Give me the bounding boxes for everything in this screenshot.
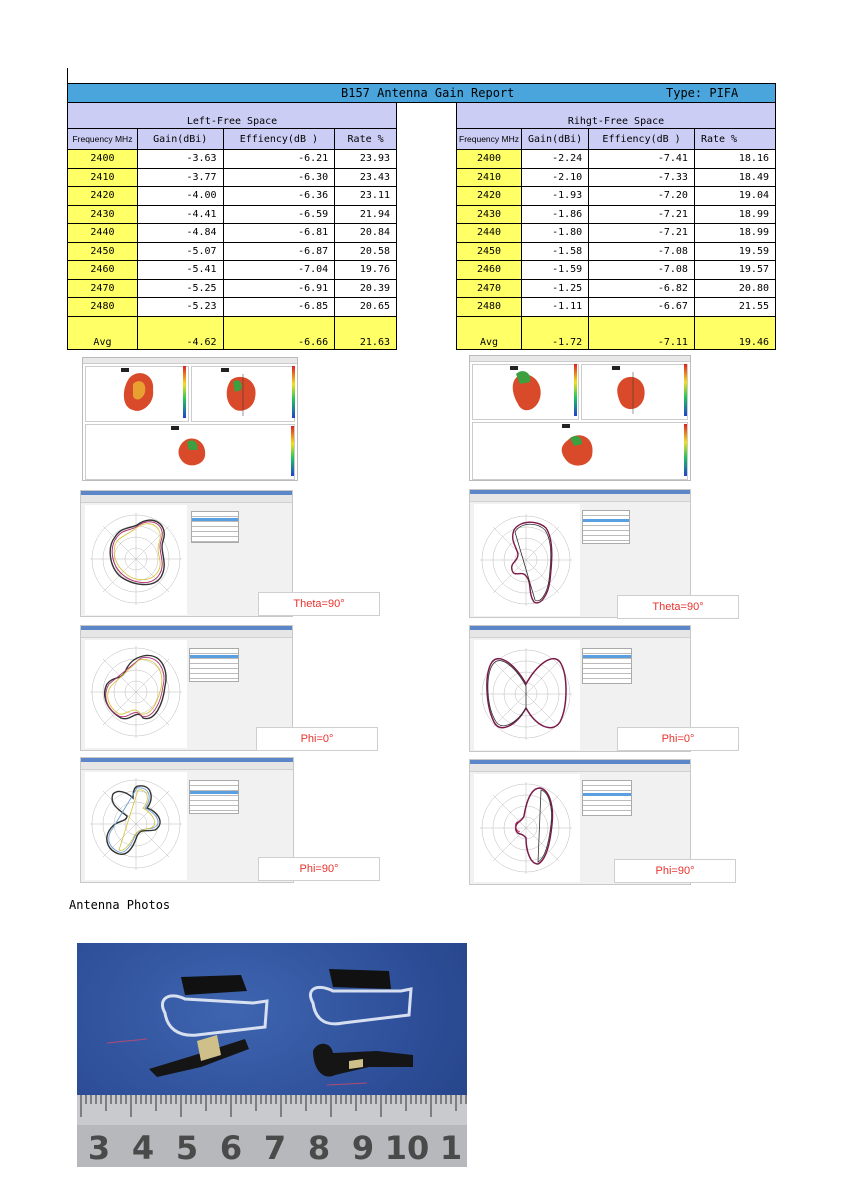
table-cell: -6.91: [223, 279, 335, 298]
table-cell: 2400: [457, 150, 522, 169]
table-row: [457, 205, 776, 224]
table-cell: 2440: [457, 224, 522, 243]
column-header: Effiency(dB ): [223, 129, 335, 150]
left-theta90-caption: Theta=90°: [258, 592, 380, 616]
table-cell: 18.49: [694, 168, 775, 187]
average-cell: -4.62: [137, 316, 223, 349]
average-cell: 21.63: [335, 316, 397, 349]
table-cell: -1.80: [522, 224, 589, 243]
table-cell: 2410: [68, 168, 138, 187]
table-cell: -6.82: [589, 279, 695, 298]
table-cell: 19.59: [694, 242, 775, 261]
section-title: Rihgt-Free Space: [457, 103, 776, 129]
table-cell: -7.08: [589, 242, 695, 261]
table-cell: 20.39: [335, 279, 397, 298]
table-cell: 20.58: [335, 242, 397, 261]
average-cell: -6.66: [223, 316, 335, 349]
report-header: [67, 83, 776, 103]
table-cell: -1.86: [522, 205, 589, 224]
table-cell: -4.84: [137, 224, 223, 243]
table-cell: 2410: [457, 168, 522, 187]
table-cell: 2480: [457, 298, 522, 317]
left-3d-pattern-screenshot: [82, 357, 298, 481]
table-row: [68, 168, 397, 187]
average-row: [457, 316, 776, 349]
report-title: B157 Antenna Gain Report: [341, 86, 515, 100]
ruler: [77, 1095, 467, 1167]
table-cell: -6.21: [223, 150, 335, 169]
table-cell: -5.25: [137, 279, 223, 298]
table-row: [457, 242, 776, 261]
column-header: Rate %: [335, 129, 397, 150]
ruler-number: 10: [384, 1129, 430, 1167]
table-cell: 23.93: [335, 150, 397, 169]
table-cell: -7.21: [589, 224, 695, 243]
column-header: Rate %: [694, 129, 775, 150]
table-row: [457, 187, 776, 206]
table-cell: -7.33: [589, 168, 695, 187]
table-cell: -3.77: [137, 168, 223, 187]
right-free-space-table: [456, 102, 776, 350]
table-cell: -6.67: [589, 298, 695, 317]
table-row: [68, 205, 397, 224]
table-row: [457, 261, 776, 280]
column-header: Gain(dBi): [137, 129, 223, 150]
table-cell: 2460: [457, 261, 522, 280]
right-phi90-caption: Phi=90°: [614, 859, 736, 883]
table-row: [68, 298, 397, 317]
right-3d-pattern-screenshot: [469, 355, 691, 481]
table-cell: -6.30: [223, 168, 335, 187]
margin-line: [67, 68, 68, 84]
ruler-number: 5: [175, 1129, 199, 1167]
table-cell: -6.81: [223, 224, 335, 243]
table-cell: 23.43: [335, 168, 397, 187]
table-cell: -7.08: [589, 261, 695, 280]
column-header: Effiency(dB ): [589, 129, 695, 150]
table-cell: 2440: [68, 224, 138, 243]
antenna-photos-heading: Antenna Photos: [69, 898, 171, 912]
table-row: [68, 279, 397, 298]
table-cell: -1.11: [522, 298, 589, 317]
table-cell: 21.94: [335, 205, 397, 224]
average-cell: 19.46: [694, 316, 775, 349]
table-row: [457, 168, 776, 187]
ruler-number: 6: [219, 1129, 243, 1167]
table-cell: 2470: [457, 279, 522, 298]
table-cell: 2450: [457, 242, 522, 261]
table-cell: -5.23: [137, 298, 223, 317]
table-row: [457, 298, 776, 317]
table-cell: 2460: [68, 261, 138, 280]
table-cell: 2430: [68, 205, 138, 224]
table-cell: -4.00: [137, 187, 223, 206]
table-cell: -1.59: [522, 261, 589, 280]
table-cell: -1.25: [522, 279, 589, 298]
ruler-number: 4: [131, 1129, 155, 1167]
table-row: [68, 261, 397, 280]
table-cell: -2.24: [522, 150, 589, 169]
average-cell: -1.72: [522, 316, 589, 349]
table-cell: -7.20: [589, 187, 695, 206]
column-header: Frequency MHz: [457, 129, 522, 150]
table-cell: -1.58: [522, 242, 589, 261]
table-row: [457, 224, 776, 243]
table-cell: 18.99: [694, 224, 775, 243]
table-cell: 2470: [68, 279, 138, 298]
table-cell: 2430: [457, 205, 522, 224]
right-theta90-caption: Theta=90°: [617, 595, 739, 619]
table-cell: 19.57: [694, 261, 775, 280]
table-cell: -6.59: [223, 205, 335, 224]
table-cell: -5.07: [137, 242, 223, 261]
right-phi0-caption: Phi=0°: [617, 727, 739, 751]
table-row: [68, 242, 397, 261]
left-3d-pattern-graphics: [83, 358, 298, 481]
ruler-number: 7: [263, 1129, 287, 1167]
table-cell: -2.10: [522, 168, 589, 187]
left-phi0-caption: Phi=0°: [256, 727, 378, 751]
table-cell: -5.41: [137, 261, 223, 280]
table-cell: 18.99: [694, 205, 775, 224]
table-cell: -4.41: [137, 205, 223, 224]
table-cell: -6.87: [223, 242, 335, 261]
table-cell: -3.63: [137, 150, 223, 169]
column-header: Gain(dBi): [522, 129, 589, 150]
ruler-number: 8: [307, 1129, 331, 1167]
table-cell: -1.93: [522, 187, 589, 206]
column-header: Frequency MHz: [68, 129, 138, 150]
section-title: Left-Free Space: [68, 103, 397, 129]
table-cell: 19.04: [694, 187, 775, 206]
table-row: [68, 224, 397, 243]
table-cell: -7.21: [589, 205, 695, 224]
table-cell: 21.55: [694, 298, 775, 317]
table-cell: 2420: [457, 187, 522, 206]
table-cell: 2480: [68, 298, 138, 317]
left-phi90-caption: Phi=90°: [258, 857, 380, 881]
left-free-space-table: [67, 102, 397, 350]
table-cell: -6.85: [223, 298, 335, 317]
ruler-number: 3: [87, 1129, 111, 1167]
antenna-photo: [77, 943, 467, 1167]
table-cell: -7.04: [223, 261, 335, 280]
table-cell: 2400: [68, 150, 138, 169]
table-cell: 18.16: [694, 150, 775, 169]
table-cell: 20.65: [335, 298, 397, 317]
average-cell: Avg: [457, 316, 522, 349]
table-row: [68, 150, 397, 169]
table-cell: 20.80: [694, 279, 775, 298]
right-3d-pattern-graphics: [470, 356, 691, 481]
average-cell: -7.11: [589, 316, 695, 349]
table-row: [68, 187, 397, 206]
table-cell: 20.84: [335, 224, 397, 243]
report-type: Type: PIFA: [666, 86, 739, 100]
table-row: [457, 150, 776, 169]
ruler-number: 1: [439, 1129, 463, 1167]
average-row: [68, 316, 397, 349]
table-cell: 2450: [68, 242, 138, 261]
average-cell: Avg: [68, 316, 138, 349]
table-cell: 2420: [68, 187, 138, 206]
ruler-number: 9: [351, 1129, 375, 1167]
table-cell: 23.11: [335, 187, 397, 206]
table-cell: -6.36: [223, 187, 335, 206]
table-row: [457, 279, 776, 298]
table-cell: 19.76: [335, 261, 397, 280]
table-cell: -7.41: [589, 150, 695, 169]
